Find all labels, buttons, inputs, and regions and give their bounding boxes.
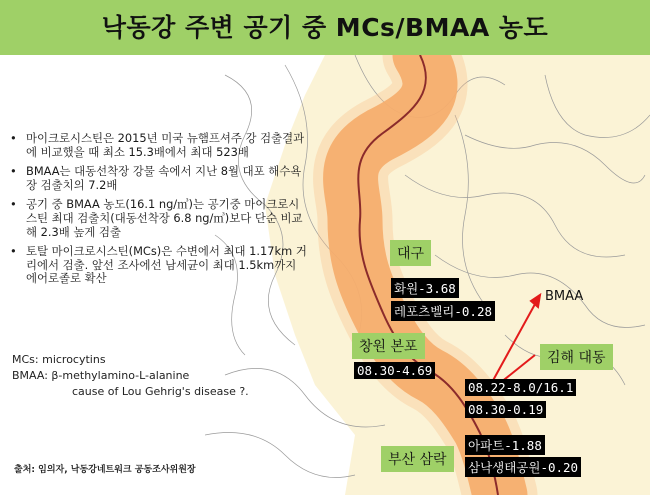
label-bmaa: BMAA [545,289,584,304]
page-title: 낙동강 주변 공기 중 MCs/BMAA 농도 [101,13,549,42]
label-daegu: 대구 [390,240,431,266]
label-gimhae: 김해 대동 [540,344,613,370]
definition-mcs: MCs: microcytins [12,353,106,366]
value-busan-park: 삼낙생태공원-0.20 [465,457,581,477]
label-changwon: 창원 본포 [352,333,425,359]
value-daegu-leports: 레포츠벨리-0.28 [391,301,495,321]
value-gimhae-0822: 08.22-8.0/16.1 [465,379,576,396]
value-busan-apartment: 아파트-1.88 [465,435,545,455]
value-changwon: 08.30-4.69 [354,362,435,379]
definitions [12,352,249,400]
finding-item: • 마이크로시스틴은 2015년 미국 뉴햄프셔주 강 검출결과에 비교했을 때 최소 15.3배에서 최대 523배 [10,132,310,159]
definition-cause: cause of Lou Gehrig's disease ?. [72,385,249,398]
findings-list [10,132,310,292]
value-gimhae-0830: 08.30-0.19 [465,401,546,418]
definition-bmaa: BMAA: β-methylamino-L-alanine [12,369,190,382]
finding-item: • BMAA는 대동선착장 강물 속에서 지난 8월 대포 해수욕장 검출치의 7.2배 [10,165,310,192]
source-credit: 출처: 임의자, 낙동강네트워크 공동조사위원장 [14,465,196,475]
value-daegu-hwawon: 화원-3.68 [391,278,459,298]
label-busan: 부산 삼락 [381,446,454,472]
finding-item: • 공기 중 BMAA 농도(16.1 ng/㎥)는 공기중 마이크로시스틴 최대 검출치(대동선착장 6.8 ng/㎥)보다 단순 비교해 2.3배 높게 검출 [10,198,310,239]
finding-item: • 토탈 마이크로시스틴(MCs)은 수변에서 최대 1.17km 거리에서 검출. 앞선 조사에선 남세균이 최대 1.5km까지 에어로졸로 확산 [10,245,310,286]
